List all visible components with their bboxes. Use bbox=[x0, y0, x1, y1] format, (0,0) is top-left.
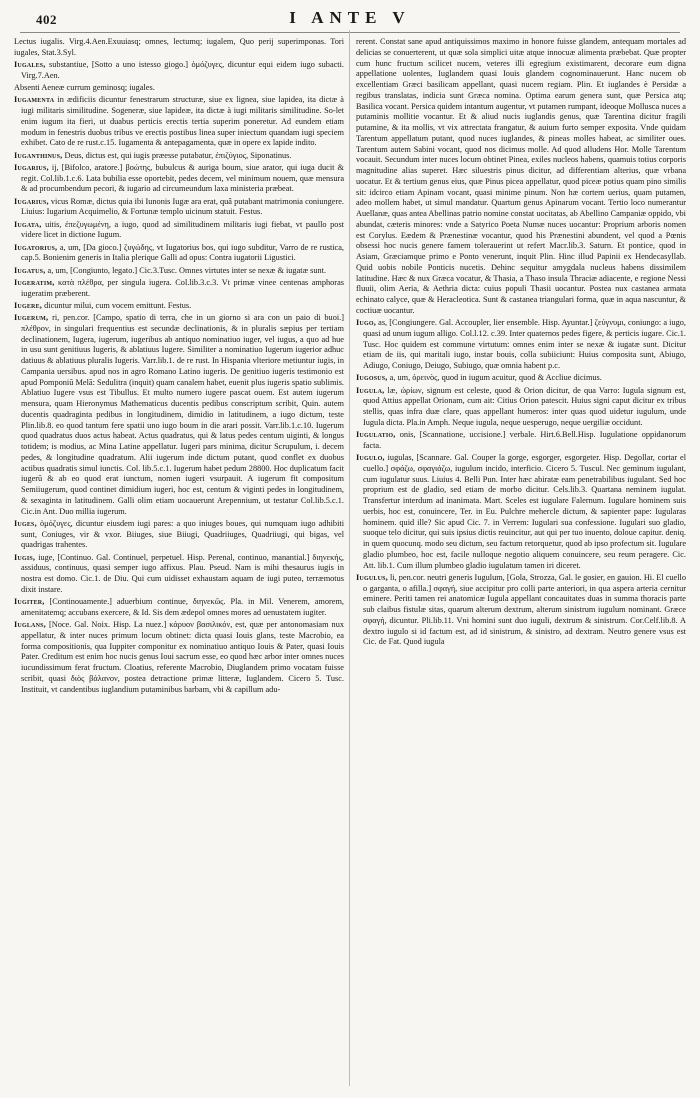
dictionary-entry bbox=[356, 573, 686, 648]
entry-headword: Iuganthinus, bbox=[14, 150, 63, 160]
running-head: I ANTE V bbox=[289, 8, 411, 27]
right-column bbox=[356, 37, 686, 1087]
dictionary-entry bbox=[14, 197, 344, 219]
entry-headword: Iugere, bbox=[14, 300, 43, 310]
dictionary-entry bbox=[356, 430, 686, 452]
dictionary-entry bbox=[14, 620, 344, 695]
dictionary-entry bbox=[14, 151, 344, 162]
entry-headword: Iugosus, bbox=[356, 373, 388, 383]
entry-text: ri, pen.cor. [Campo, spatio di terra, che in un giorno si ara con un paio di buoi.] πλέθρον, in singulari frequentius est secundæ declinationis, & in pluralis sæpius per tertiam declinationem, Iugera, iugerum, iugeribus ab antiquo nominatiuo iuger, vel iugus, a quo ad hue in usu sunt genitiuus Iugeris, & ablatiuus Iugere. Similiter a nominatiuo Iugerum iugerior adhuc datiuus & ablatiuus pluralis Iugeris. Varr.lib.1. de re rust. In Hispania vlteriore metiuntur iugis, in Campania uersibus. apud nos in agro Romano Latino iugeris. De genitiuo iugeris testimonio est apud Pomponiū Melā: Sedulitra (inquit) quam canalem habet, euenit plus iugeris spatio sublimis. Ablatiuo Iugere vsus est Tibullus. Et multo numero iugere pascat ouem. Est autem iugerum mensura, quam Hieronymus Mathematicus ducentis pedibus conscriptum scribit, Quin. autem ducentis quadraginta pedibus in longitudinem, dimidio in latitudinem, a iugo dictum, teste Plin.lib.8. eo quod tantum fere spatii uno iugo boum in die arari possit. Varr.lib.1.c.10. Iugerum quod quadratus duos actus habeat. Actus quadratus, qui & latus pedes centum uiginti, & longus totidem; is modius, ac Mina Latine appellatur. Iugeri pars minima, dicitur Scrupulum, i. decem pedes, & longitudine quadratum. Alii iugerum inde dictum putant, quod conflet ex duobus actibus quadratis simul iunctis. Col. lib.5.c.1. Iugerum habet pedum 28800. Hoc duplicatum facit iugerū & ab eo quod erat iunctum, nomen iugeri vsurpauit. A iugerum fit compositum Semiiugerum, quod continet dimidium iugeri, hoc est, centum & viginti pedes in longitudinem, & sexaginta in latitudinem. Galli olim etiam uocauerunt Arepennium, ut testatur Col.lib.5.c.1. Cic.in Ant. Duo millia iugerum. bbox=[21, 313, 344, 516]
entry-headword: Iugis, bbox=[14, 552, 36, 562]
dictionary-entry bbox=[14, 313, 344, 517]
dictionary-entry bbox=[356, 373, 686, 384]
dictionary-entry bbox=[14, 278, 344, 300]
dictionary-entry bbox=[14, 553, 344, 596]
entry-text: κατὰ πλέθρα, per singula iugera. Col.lib.3.c.3. Vt primæ vinee centenas amphoras iugeratim præberent. bbox=[21, 277, 344, 298]
entry-text: vicus Romæ, dictus quia ibi Iunonis Iugæ ara erat, quâ putabant matrimonia coniungere. Liuius: Iugarium Acquimelio, & Fortunæ templo uicinum statuit. Festus. bbox=[21, 196, 344, 217]
dictionary-entry bbox=[14, 220, 344, 242]
dictionary-entry bbox=[14, 163, 344, 195]
entry-headword: Iugales, bbox=[14, 60, 46, 69]
dictionary-entry bbox=[14, 519, 344, 551]
entry-headword: Iugata, bbox=[14, 219, 42, 229]
entry-text: ij, [Bifolco, aratore.] βοώτης, bubulcus & auriga boum, siue arator, qui iuga ducit & regit. Col.lib.1.c.6. Lata bubilia esse oportebit, pedes decem, vel minimum nouem, quæ mensura & ad procumbendum pecori, & iugario ad circumeundum laxa ministeria præbeat. bbox=[21, 162, 344, 194]
entry-headword: Iugerum, bbox=[14, 313, 49, 322]
dictionary-entry bbox=[14, 37, 344, 59]
dictionary-entry bbox=[356, 37, 686, 317]
entry-text: Lectus iugalis. Virg.4.Aen.Exuuiasq; omnes, lectumq; iugalem, Quo perij superimponas. Tori iugales, Stat.3.Syl. bbox=[14, 37, 344, 57]
entry-text: læ, ὠρίων, signum est celeste, quod & Orion dicitur, de qua Varro: Iugula signum est, quod Attius appellat Orionam, cum ait: Citius Orion patescit. Huius signi caput dicitur ex tribus stellis, quas infra duæ clare, quas appellant humeros: inter quas quod uidetur iugulum, unde Iugula dicta. Pla.in Amph. Neque iugula, neque uesperugo, neque uergiliæ occidunt. bbox=[363, 385, 686, 427]
entry-text: li, pen.cor. neutri generis Iugulum, [Gola, Strozza, Gal. le gosier, en gauion. Hi. El cuello o garganta, o afilla.] σφαγή, siue accipitur pro colli parte anteriori, in qua aspera arteria cernitur eminere. Periti tamen rei anatomicæ Iugula appellant concauitates duas in summa thoracis parte sub claibus fistulæ sitas, quarum alterum dextrum, alterum sinistrum iugulum nominant. Græce σφαγή, dicuntur. Pli.lib.11. Vni homini sunt duo iuguli, dextrum & sinistrum. Cor.Celf.lib.8. A dextro iugulo si id factum est, ad id sinistrum, & sinistro, ad dextram. Neutro genere vsus est Cic. de Fat. Quod iugula bbox=[363, 572, 686, 647]
entry-text: as, [Congiungere. Gal. Accoupler, lier ensemble. Hisp. Ayuntar.] ζεύγνυμι, coniungo: a iugo, quasi ad unum iugum alligo. Col.l.12. c.39. Inter quaternos pedes figere, & perticis iugare. Cic.1. Tusc. Hoc quidem est commune virtutum: omnes enim inter se nexæ & iugatæ sunt. Dicitur etiam de iis, qui maritali iugo, instar bouis, colla subiiciunt: Huius composita sunt, Abiugo, Adiugo, Coniugo, Deiugo, Subiugo, quæ omnia habent p.c. bbox=[363, 318, 686, 370]
entry-text: in ædificiis dicuntur fenestrarum structuræ, siue ex lignea, siue lapidea, ita dictæ à iugi militaris similitudine. Sogeneræ, siue lapideæ, ita dictæ à iugi militaris similitudine. So-let enim iugum ita fieri, ut duabus perticis erectis tertia superim poneretur. Ad eundem etiam modum in fenestris duobus tribus ve erectis postibus linea super iniectum quandam iugi speciem exhibet. Cato de re rust.c.15. Iugamenta & antepagamenta, quæ in opere ex lapide indito. bbox=[21, 95, 344, 148]
dictionary-entry bbox=[14, 243, 344, 265]
dictionary-entry bbox=[14, 95, 344, 149]
entry-text: Deus, dictus est, qui iugis præesse putabatur, ἐπιζύγιος, Siponatinus. bbox=[64, 150, 292, 160]
entry-headword: Iugamenta bbox=[14, 95, 55, 105]
entry-headword: Iugatus, bbox=[14, 265, 46, 275]
page-header bbox=[20, 6, 680, 33]
entry-text: Absenti Aeneæ currum geminosq; iugales. bbox=[14, 83, 155, 92]
dictionary-entry bbox=[356, 386, 686, 429]
entry-headword: Iugula, bbox=[356, 385, 385, 395]
entry-text: a, um, [Congiunto, legato.] Cic.3.Tusc. Omnes virtutes inter se nexæ & iugatæ sunt. bbox=[47, 265, 327, 275]
entry-text: a, um, ὀρεινὸς, quod in iugum acuitur, quod & Accliue dicimus. bbox=[389, 373, 602, 383]
entry-text: [Continouamente.] aduerbium continue, διηνεκῶς. Pla. in Mil. Venerem, amorem, amenitatemq; accubans exercere, & Id. Sis dem ædepol omnes mores ad uenustatem iugiter. bbox=[21, 597, 344, 617]
entry-headword: Iugarius, bbox=[14, 196, 49, 206]
entry-text: [Noce. Gal. Noix. Hisp. La nuez.] κάρυον βασιλικόν, est, quæ per antonomasiam nux appellatur, & inter nuces primum locum obtinet: dicta quasi Iouis glans, teste Macrobio, ea forma compositionis, qua Iuppiter componitur ex nominatiuo antiquo Iouis & Pater, quasi Iouis Pater. Creditum est enim hoc nucis genus Ioui sacrum esse, eo quod hæc arbor inter omnes nuces iucundissimum ferat fructum. Cloatius, referente Macrobio, Diuglandem primo vocatam fuisse scribit, quasi διὸς βάλανον, postea detractione primæ litteræ, Iuglandem. Cicero 5. Tusc. Instituit, vt candentibus iuglandium putaminibus barbam, vbi & capillum adu- bbox=[21, 620, 344, 694]
dictionary-entry bbox=[356, 318, 686, 372]
entry-headword: Iugulo, bbox=[356, 453, 385, 462]
page-number: 402 bbox=[36, 12, 57, 27]
dictionary-entry bbox=[14, 266, 344, 277]
entry-text: ὁμόζυγες, dicuntur eiusdem iugi pares: a quo iniuges boues, qui numquam iugo adhibiti sunt, Coniuges, vir & vxor. Biiuges, siue Biiugi, Quadriiuges, Quadriiugi, qui bigas, vel quadrigas trahentes. bbox=[21, 518, 344, 550]
entry-headword: Iugulus, bbox=[356, 572, 388, 582]
text-columns bbox=[14, 37, 686, 1087]
entry-headword: Iugo, bbox=[356, 318, 376, 327]
entry-text: onis, [Scannatione, uccisione.] verbale. Hirt.6.Bell.Hisp. Iugulatione oppidanorum facta. bbox=[363, 430, 686, 450]
entry-headword: Iugeratim, bbox=[14, 277, 55, 287]
dictionary-entry bbox=[14, 597, 344, 619]
dictionary-entry bbox=[14, 83, 344, 94]
entry-text: iuge, [Continuo. Gal. Continuel, perpetuel. Hisp. Perenal, continuo, manantial.] διηνεκής, assiduus, continuus, quasi semper iugo affixus. Plau. Pseud. Nam is mihi thesaurus iugis in nostra est domo. Cic.1. de Diu. Qui cum uidisset exhaustam aquam de iugi puteo, terræmotus dixit instare. bbox=[21, 552, 344, 594]
entry-text: rerent. Constat sane apud antiquissimos maximo in honore fuisse glandem, antequam mortales ad delicias se conuerterent, ut quæ sola simplici uitæ atque innocuæ alimenta præbebat. Quæ propter cum hunc fructum scilicet nucem, veteres illi egregium existimarent, decorare eum digna appellatione uolentes, Iuglandem quasi Iouis glandem cognominauerunt. Hanc nucem ob excellentiam Græci basilicam appellant, quasi nucem regiam. Plin. Et iuglandes è Persidæ a regibus translatas, indicia sunt Græca nomina. Optima earum genera sunt, quæ Persica atq; Basilica vocant. Persica quidem intantum augentur, vt putamen rumpant, ideoque Mollusca nuces a putaminis mollitie vocantur. Et & aliud nucis iuglandis genus, quæ Tarentina dicitur fragili putamine, & ita mollis, vt vix attrectata frangatur, & auium furto semper exposita. Vnde quidam Tarentum appellatum putant, quod nuces iuglandes, & pineas molles habeat, ac similiter oues. Tarentum autem Sabini vocant, quod nos dicimus molle. Ad quod alludens Hor. Molle Tarentum vocauit. Secundum inter nuces locum obtinet Pinea, exiles nucleos habens, quamuis totius corporis magnitudine alias superet. Hæc siluestris pinus dicitur, ad differentiam alterius, quæ vrbana uocatur. Et & tertium genus eius, quæ Pinus picea appellatur, quod piceæ potius quam pino similis sit: idcirco etiam Apinam vocant, quasi minime pinum. Non hæ cortem uerius, quam putamen, adeo mollem habet, ut simul mandatur. Quartum genus Apinarum vocant. Tertio loco numerantur Auellanæ, quas antea Abellinas patrio nomine constat uocitatas, ab Abellino Campaniæ oppido, vbi abundat, cæteris minores: vnde a Satyrico Poeta Numæ nuces uocantur: Proprium arboris nomen est Corylus. Eædem & Prænestinæ vocantur, quod his Prænestini abundent, vel quod a Pœnis obsessi hoc nucis genere famem tolerauerint ut refert Macr.lib.3. Saturn. Et pontice, quod in Asiam, Græciamque primo e Ponto venerunt, inquit Plin. Hinc illud Papinii ex Hendecasyllab. Quid uobis nobile Ponticis nucetis. Dehinc sequitur amygdala nucleus habens dissimilem latitudine. Hæc & nux Græca vocatur, & Thasia, a Thaso insula Thraciæ adiacente, e regione Nessi fluuii, olim Aeria, & Aethria dicta: cuius populi Thasii uocantur. Postea nux castanea armata echinato calyce, quæ & Heracleotica. Sunt & castanea triangulari forma, quæ in aqua nascuntur, & coctiuæ uocantur. bbox=[356, 37, 686, 315]
dictionary-entry bbox=[14, 60, 344, 82]
entry-headword: Iugarius, bbox=[14, 162, 49, 172]
entry-text: substantiue, [Sotto a uno istesso giogo.] ὁμόζυγες, dicuntur equi eidem iugo subacti. Virg.7.Aen. bbox=[21, 60, 344, 80]
entry-headword: Iuglans, bbox=[14, 620, 46, 629]
entry-headword: Iugatorius, bbox=[14, 242, 58, 252]
entry-text: iugulas, [Scannare. Gal. Couper la gorge, esgorger, esgorgeter. Hisp. Degollar, cortar el cuello.] σφάζω, σφαγιάζω, iugulum incido, interficio. Cicero 5. Tuscul. Nec geminum iugulant, cum iugulatur suus. Liuius 4. Belli Pun. Inter hæc abiratæ eam penetrabilibus iugulant. Sed hoc proprium est de gladio, sed etiam de morbo dicitur. Cels.lib.3. Quartana neminem iugulat. Transfertur interdum ad inanimata. Mart. Sceles est iugulare Falernum. Iugulare hominem suis uerbis, hoc est, conuincere, Ter. in Eu. Pulchre mehercle dictum, & sapienter pape: Iugularas hominem. quid ille? Sic apud Cic. 7. in Verrem: Iugulari sua confessione. Iugulari suo gladio, suoque telo dicitur, qui suis ipsius dictis reuincitur, aut qui per tuo inuento, doloue capitur. deniq. in quem quocunq. modo seu dictum, seu factum retorquetur, quod ab ipso profectum sit. Iugulare gladio plumbeo, hoc est, facile nulloque negotio aliquem conuincere, seu reum peragere. Cic. Att. lib.1. Cum illum plumbeo gladio iugulatum tamen iri diceret. bbox=[363, 453, 686, 570]
dictionary-entry bbox=[356, 453, 686, 571]
entry-text: a, um, [Da gioco.] ζυγώδης, vt Iugatorius bos, qui iugo subditur, Varro de re rustica, cap.5. Bonienim generis in Italia plerique Galli ad opus: Contra iugatorii Ligustici. bbox=[21, 242, 344, 263]
entry-text: uitis, ἐπεζυγωμένη, a iugo, quod ad similitudinem militaris iugi fiebat, vt paullo post videre licet in dictione Iugum. bbox=[21, 219, 344, 240]
entry-text: dicuntur milui, cum vocem emittunt. Festus. bbox=[44, 300, 192, 310]
entry-headword: Iugiter, bbox=[14, 597, 45, 606]
entry-headword: Iuges, bbox=[14, 518, 37, 528]
entry-headword: Iugulatio, bbox=[356, 430, 396, 439]
left-column bbox=[14, 37, 344, 1087]
dictionary-entry bbox=[14, 301, 344, 312]
